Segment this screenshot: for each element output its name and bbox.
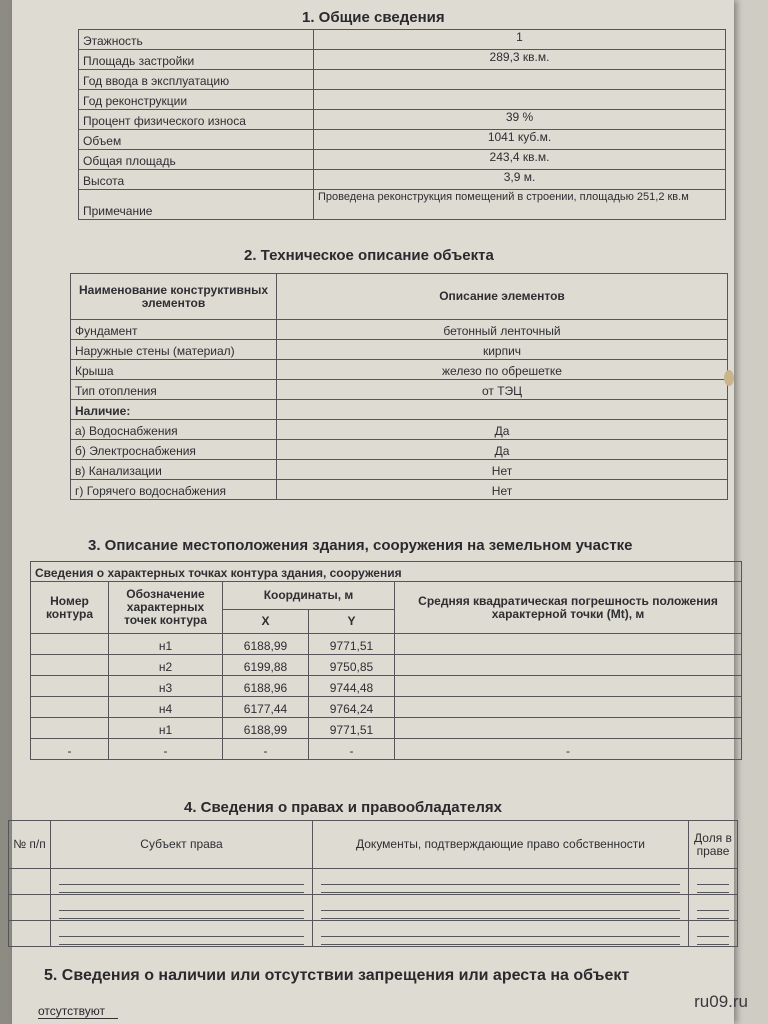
coord-y: 9771,51 — [309, 718, 395, 739]
page-mark — [724, 370, 734, 386]
coordinates-subtitle: Сведения о характерных точках контура здания, сооружения — [31, 562, 742, 582]
coord-col-error: Средняя квадратическая погрешность положения характерной точки (Mt), м — [395, 582, 742, 634]
coord-num — [31, 697, 109, 718]
info-label: Год реконструкции — [79, 90, 314, 110]
element-description: от ТЭЦ — [277, 380, 728, 400]
table-row — [71, 480, 728, 500]
info-label: Высота — [79, 170, 314, 190]
table-row — [79, 50, 726, 70]
element-name: Фундамент — [71, 320, 277, 340]
element-name: Наружные стены (материал) — [71, 340, 277, 360]
coord-num — [31, 676, 109, 697]
coord-x: 6188,99 — [223, 634, 309, 655]
coord-y: 9750,85 — [309, 655, 395, 676]
coord-err: - — [395, 739, 742, 760]
section-4-title: 4. Сведения о правах и правообладателях — [184, 799, 502, 816]
table-row — [71, 420, 728, 440]
info-value: 39 % — [314, 110, 726, 130]
element-name: в) Канализации — [71, 460, 277, 480]
table-row — [79, 130, 726, 150]
info-value: 289,3 кв.м. — [314, 50, 726, 70]
table-row — [31, 718, 742, 739]
table-row — [9, 921, 738, 947]
table-row — [31, 655, 742, 676]
coord-y: 9764,24 — [309, 697, 395, 718]
table-row — [71, 340, 728, 360]
info-label: Объем — [79, 130, 314, 150]
table-row — [31, 697, 742, 718]
info-value — [314, 90, 726, 110]
rights-col-number: № п/п — [9, 821, 51, 869]
table-row — [71, 440, 728, 460]
technical-table — [70, 273, 728, 500]
info-value: 3,9 м. — [314, 170, 726, 190]
watermark: ru09.ru — [694, 992, 748, 1011]
coord-pt: н1 — [109, 718, 223, 739]
coord-x: 6188,96 — [223, 676, 309, 697]
section-1-title: 1. Общие сведения — [302, 9, 445, 26]
table-row — [71, 400, 728, 420]
coord-pt: н3 — [109, 676, 223, 697]
arrest-status-value: отсутствуют — [38, 1004, 118, 1019]
coord-pt: н1 — [109, 634, 223, 655]
section-2-title: 2. Техническое описание объекта — [244, 247, 494, 264]
element-description: Нет — [277, 460, 728, 480]
info-label: Общая площадь — [79, 150, 314, 170]
table-row — [79, 90, 726, 110]
table-row — [31, 634, 742, 655]
table-row — [79, 150, 726, 170]
coord-num — [31, 634, 109, 655]
info-value: 1 — [314, 30, 726, 50]
element-name: Крыша — [71, 360, 277, 380]
coord-pt: н4 — [109, 697, 223, 718]
coord-pt: н2 — [109, 655, 223, 676]
coord-x: 6188,99 — [223, 718, 309, 739]
coord-err — [395, 655, 742, 676]
table-row — [71, 360, 728, 380]
element-description: Да — [277, 420, 728, 440]
element-name: б) Электроснабжения — [71, 440, 277, 460]
element-description: бетонный ленточный — [277, 320, 728, 340]
coord-num: - — [31, 739, 109, 760]
rights-col-documents: Документы, подтверждающие право собственности — [313, 821, 689, 869]
table-row — [31, 676, 742, 697]
info-label: Площадь застройки — [79, 50, 314, 70]
info-value — [314, 70, 726, 90]
info-value: 1041 куб.м. — [314, 130, 726, 150]
coord-err — [395, 676, 742, 697]
coord-y: - — [309, 739, 395, 760]
table-row — [9, 869, 738, 895]
coord-col-number: Номер контура — [31, 582, 109, 634]
coord-x: 6177,44 — [223, 697, 309, 718]
coord-num — [31, 655, 109, 676]
element-description — [277, 400, 728, 420]
table-row — [79, 70, 726, 90]
table-row — [79, 30, 726, 50]
rights-col-share: Доля в праве — [689, 821, 738, 869]
element-description: Нет — [277, 480, 728, 500]
rights-col-subject: Субъект права — [51, 821, 313, 869]
table-row — [71, 320, 728, 340]
element-name: Тип отопления — [71, 380, 277, 400]
element-description: Да — [277, 440, 728, 460]
coord-x: - — [223, 739, 309, 760]
coord-col-x: X — [223, 610, 309, 634]
table-row — [79, 110, 726, 130]
table-row — [71, 380, 728, 400]
coord-col-point: Обозначение характерных точек контура — [109, 582, 223, 634]
info-value: 243,4 кв.м. — [314, 150, 726, 170]
table-row — [71, 460, 728, 480]
coord-err — [395, 697, 742, 718]
rights-table — [8, 820, 738, 947]
element-name: а) Водоснабжения — [71, 420, 277, 440]
coord-err — [395, 718, 742, 739]
coord-err — [395, 634, 742, 655]
element-name: Наличие: — [71, 400, 277, 420]
table-row — [79, 170, 726, 190]
coord-y: 9771,51 — [309, 634, 395, 655]
info-label: Процент физического износа — [79, 110, 314, 130]
general-info-table — [78, 29, 726, 220]
element-name: г) Горячего водоснабжения — [71, 480, 277, 500]
coord-col-coordinates: Координаты, м — [223, 582, 395, 610]
info-value: Проведена реконструкция помещений в строении, площадью 251,2 кв.м — [314, 190, 726, 220]
table-row — [9, 895, 738, 921]
coord-col-y: Y — [309, 610, 395, 634]
table-row — [31, 739, 742, 760]
tech-col-elements: Наименование конструктивных элементов — [71, 274, 277, 320]
coord-x: 6199,88 — [223, 655, 309, 676]
element-description: железо по обрешетке — [277, 360, 728, 380]
table-row — [79, 190, 726, 220]
section-3-title: 3. Описание местоположения здания, сооружения на земельном участке — [88, 537, 633, 554]
tech-col-description: Описание элементов — [277, 274, 728, 320]
info-label: Год ввода в эксплуатацию — [79, 70, 314, 90]
info-label: Этажность — [79, 30, 314, 50]
coord-y: 9744,48 — [309, 676, 395, 697]
coordinates-table — [30, 561, 742, 760]
section-5-title: 5. Сведения о наличии или отсутствии запрещения или ареста на объект — [44, 967, 630, 984]
document-page — [12, 0, 734, 1024]
element-description: кирпич — [277, 340, 728, 360]
coord-pt: - — [109, 739, 223, 760]
info-label: Примечание — [79, 190, 314, 220]
coord-num — [31, 718, 109, 739]
